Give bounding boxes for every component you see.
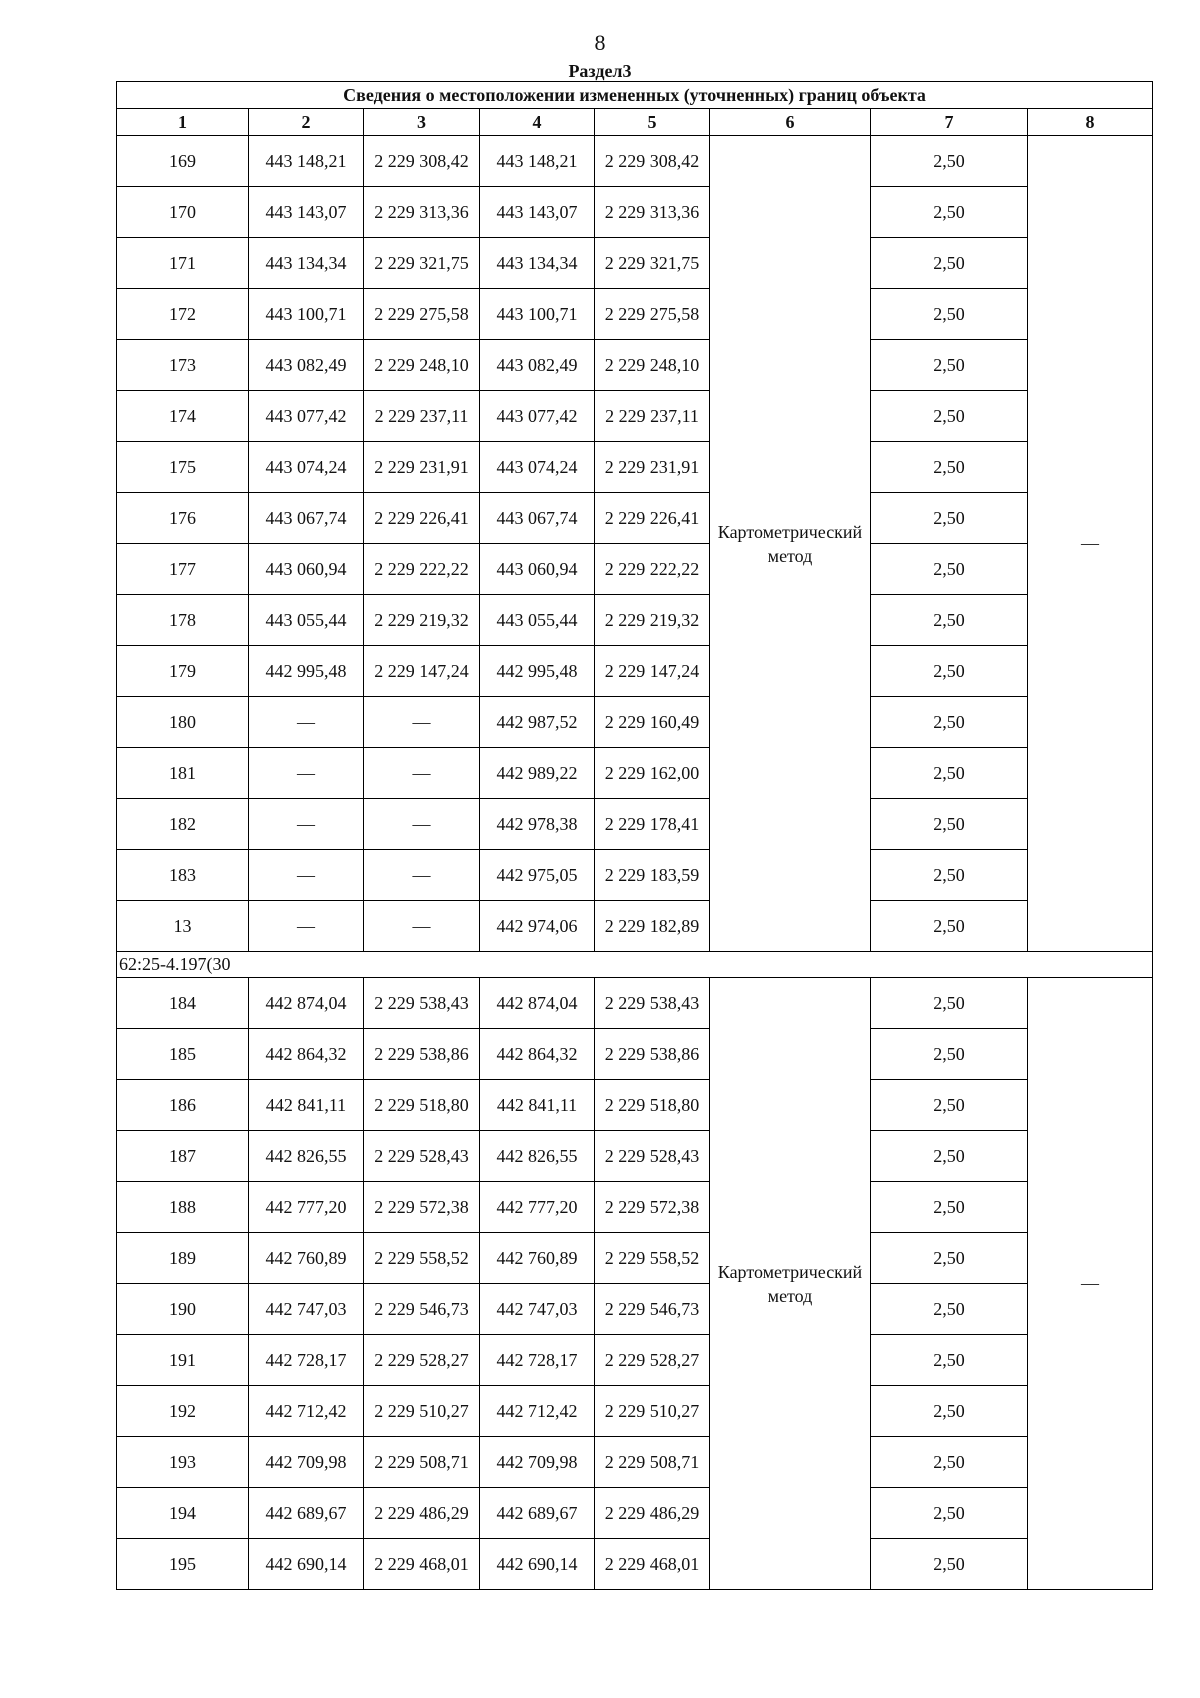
new-y-cell: 2 229 546,73 [595,1284,710,1335]
old-x-cell: — [249,799,364,850]
new-y-cell: 2 229 313,36 [595,187,710,238]
old-y-cell: 2 229 528,27 [364,1335,480,1386]
column-8-cell: — [1028,136,1153,952]
old-x-cell: 442 864,32 [249,1029,364,1080]
old-y-cell: 2 229 558,52 [364,1233,480,1284]
table-row [117,187,1153,238]
new-x-cell: 442 760,89 [480,1233,595,1284]
table-row [117,646,1153,697]
old-x-cell: 443 148,21 [249,136,364,187]
new-x-cell: 442 995,48 [480,646,595,697]
column-header: 3 [364,109,480,136]
old-y-cell: 2 229 237,11 [364,391,480,442]
new-x-cell: 442 841,11 [480,1080,595,1131]
old-y-cell: 2 229 538,86 [364,1029,480,1080]
old-x-cell: 442 826,55 [249,1131,364,1182]
new-y-cell: 2 229 147,24 [595,646,710,697]
table-row [117,1080,1153,1131]
new-y-cell: 2 229 528,27 [595,1335,710,1386]
column-header: 1 [117,109,249,136]
column-header: 8 [1028,109,1153,136]
point-number-cell: 189 [117,1233,249,1284]
old-y-cell: 2 229 468,01 [364,1539,480,1590]
point-number-cell: 13 [117,901,249,952]
table-row [117,1386,1153,1437]
new-x-cell: 442 974,06 [480,901,595,952]
accuracy-cell: 2,50 [871,391,1028,442]
point-number-cell: 192 [117,1386,249,1437]
old-x-cell: 443 074,24 [249,442,364,493]
new-y-cell: 2 229 321,75 [595,238,710,289]
new-y-cell: 2 229 237,11 [595,391,710,442]
point-number-cell: 179 [117,646,249,697]
section-title: Раздел3 [568,61,632,81]
new-x-cell: 442 689,67 [480,1488,595,1539]
old-y-cell: 2 229 572,38 [364,1182,480,1233]
column-8-cell: — [1028,978,1153,1590]
accuracy-cell: 2,50 [871,595,1028,646]
accuracy-cell: 2,50 [871,1437,1028,1488]
accuracy-cell: 2,50 [871,1284,1028,1335]
column-header: 6 [710,109,871,136]
old-x-cell: — [249,901,364,952]
new-y-cell: 2 229 486,29 [595,1488,710,1539]
new-y-cell: 2 229 183,59 [595,850,710,901]
table-row [117,1182,1153,1233]
point-number-cell: 170 [117,187,249,238]
table-row [117,799,1153,850]
point-number-cell: 183 [117,850,249,901]
new-x-cell: 443 055,44 [480,595,595,646]
new-y-cell: 2 229 572,38 [595,1182,710,1233]
point-number-cell: 181 [117,748,249,799]
old-x-cell: 442 747,03 [249,1284,364,1335]
group-label: 62:25-4.197(30 [117,952,1153,978]
old-y-cell: — [364,697,480,748]
accuracy-cell: 2,50 [871,1539,1028,1590]
accuracy-cell: 2,50 [871,1233,1028,1284]
table-row [117,391,1153,442]
old-x-cell: — [249,697,364,748]
new-y-cell: 2 229 160,49 [595,697,710,748]
table-row [117,1539,1153,1590]
old-x-cell: 442 874,04 [249,978,364,1029]
column-header: 5 [595,109,710,136]
new-y-cell: 2 229 538,86 [595,1029,710,1080]
old-y-cell: 2 229 546,73 [364,1284,480,1335]
accuracy-cell: 2,50 [871,442,1028,493]
table-row [117,544,1153,595]
old-y-cell: 2 229 222,22 [364,544,480,595]
column-header: 7 [871,109,1028,136]
new-y-cell: 2 229 510,27 [595,1386,710,1437]
old-x-cell: 442 841,11 [249,1080,364,1131]
old-y-cell: 2 229 486,29 [364,1488,480,1539]
table-caption-row [117,82,1153,109]
new-y-cell: 2 229 226,41 [595,493,710,544]
point-number-cell: 169 [117,136,249,187]
new-y-cell: 2 229 182,89 [595,901,710,952]
point-number-cell: 184 [117,978,249,1029]
new-y-cell: 2 229 558,52 [595,1233,710,1284]
point-number-cell: 172 [117,289,249,340]
table-row [117,136,1153,187]
new-x-cell: 443 148,21 [480,136,595,187]
old-y-cell: 2 229 528,43 [364,1131,480,1182]
method-cell: Картометрический метод [710,136,871,952]
new-y-cell: 2 229 308,42 [595,136,710,187]
point-number-cell: 190 [117,1284,249,1335]
old-x-cell: — [249,850,364,901]
old-y-cell: 2 229 308,42 [364,136,480,187]
new-x-cell: 443 077,42 [480,391,595,442]
point-number-cell: 191 [117,1335,249,1386]
old-y-cell: 2 229 538,43 [364,978,480,1029]
table-body [117,136,1153,1590]
old-x-cell: 442 995,48 [249,646,364,697]
new-x-cell: 442 989,22 [480,748,595,799]
new-y-cell: 2 229 219,32 [595,595,710,646]
old-y-cell: 2 229 275,58 [364,289,480,340]
accuracy-cell: 2,50 [871,1131,1028,1182]
column-header-row [117,109,1153,136]
table-row [117,978,1153,1029]
point-number-cell: 186 [117,1080,249,1131]
table-row [117,442,1153,493]
new-y-cell: 2 229 518,80 [595,1080,710,1131]
table-row [117,595,1153,646]
new-x-cell: 442 777,20 [480,1182,595,1233]
point-number-cell: 182 [117,799,249,850]
old-y-cell: — [364,901,480,952]
old-x-cell: 443 082,49 [249,340,364,391]
old-x-cell: — [249,748,364,799]
new-x-cell: 442 975,05 [480,850,595,901]
table-row [117,340,1153,391]
accuracy-cell: 2,50 [871,1182,1028,1233]
accuracy-cell: 2,50 [871,646,1028,697]
old-x-cell: 443 134,34 [249,238,364,289]
new-y-cell: 2 229 275,58 [595,289,710,340]
old-x-cell: 442 690,14 [249,1539,364,1590]
accuracy-cell: 2,50 [871,1335,1028,1386]
accuracy-cell: 2,50 [871,238,1028,289]
old-x-cell: 442 728,17 [249,1335,364,1386]
old-y-cell: 2 229 510,27 [364,1386,480,1437]
accuracy-cell: 2,50 [871,289,1028,340]
old-x-cell: 443 060,94 [249,544,364,595]
accuracy-cell: 2,50 [871,901,1028,952]
old-y-cell: 2 229 231,91 [364,442,480,493]
accuracy-cell: 2,50 [871,1029,1028,1080]
table-row [117,493,1153,544]
column-header: 4 [480,109,595,136]
old-y-cell: 2 229 226,41 [364,493,480,544]
new-x-cell: 442 874,04 [480,978,595,1029]
point-number-cell: 187 [117,1131,249,1182]
table-row [117,238,1153,289]
point-number-cell: 178 [117,595,249,646]
old-x-cell: 442 777,20 [249,1182,364,1233]
accuracy-cell: 2,50 [871,1386,1028,1437]
new-x-cell: 443 143,07 [480,187,595,238]
new-y-cell: 2 229 222,22 [595,544,710,595]
old-y-cell: 2 229 248,10 [364,340,480,391]
accuracy-cell: 2,50 [871,493,1028,544]
new-x-cell: 443 082,49 [480,340,595,391]
table-row [117,850,1153,901]
new-x-cell: 442 978,38 [480,799,595,850]
old-x-cell: 442 689,67 [249,1488,364,1539]
group-label-row [117,952,1153,978]
new-x-cell: 442 690,14 [480,1539,595,1590]
point-number-cell: 193 [117,1437,249,1488]
new-y-cell: 2 229 538,43 [595,978,710,1029]
new-x-cell: 442 864,32 [480,1029,595,1080]
point-number-cell: 177 [117,544,249,595]
accuracy-cell: 2,50 [871,978,1028,1029]
new-y-cell: 2 229 508,71 [595,1437,710,1488]
point-number-cell: 176 [117,493,249,544]
new-y-cell: 2 229 468,01 [595,1539,710,1590]
point-number-cell: 188 [117,1182,249,1233]
boundary-table [116,81,1153,1590]
table-row [117,748,1153,799]
accuracy-cell: 2,50 [871,850,1028,901]
table-row [117,289,1153,340]
new-x-cell: 443 134,34 [480,238,595,289]
point-number-cell: 195 [117,1539,249,1590]
old-y-cell: 2 229 147,24 [364,646,480,697]
old-x-cell: 443 143,07 [249,187,364,238]
accuracy-cell: 2,50 [871,799,1028,850]
accuracy-cell: 2,50 [871,748,1028,799]
accuracy-cell: 2,50 [871,187,1028,238]
table-row [117,1284,1153,1335]
old-y-cell: 2 229 219,32 [364,595,480,646]
old-y-cell: 2 229 321,75 [364,238,480,289]
old-x-cell: 443 067,74 [249,493,364,544]
old-x-cell: 442 712,42 [249,1386,364,1437]
new-x-cell: 443 060,94 [480,544,595,595]
point-number-cell: 185 [117,1029,249,1080]
old-x-cell: 443 055,44 [249,595,364,646]
accuracy-cell: 2,50 [871,1488,1028,1539]
point-number-cell: 180 [117,697,249,748]
accuracy-cell: 2,50 [871,136,1028,187]
page-number: 8 [594,30,606,55]
old-y-cell: 2 229 518,80 [364,1080,480,1131]
new-x-cell: 442 747,03 [480,1284,595,1335]
new-x-cell: 442 712,42 [480,1386,595,1437]
old-y-cell: — [364,799,480,850]
table-caption: Сведения о местоположении измененных (уточненных) границ объекта [117,82,1153,109]
accuracy-cell: 2,50 [871,1080,1028,1131]
table-row [117,1131,1153,1182]
accuracy-cell: 2,50 [871,340,1028,391]
old-y-cell: 2 229 313,36 [364,187,480,238]
old-y-cell: — [364,850,480,901]
old-x-cell: 442 760,89 [249,1233,364,1284]
table-row [117,1029,1153,1080]
new-y-cell: 2 229 178,41 [595,799,710,850]
column-header: 2 [249,109,364,136]
point-number-cell: 174 [117,391,249,442]
method-cell: Картометрический метод [710,978,871,1590]
new-y-cell: 2 229 231,91 [595,442,710,493]
old-x-cell: 443 100,71 [249,289,364,340]
old-x-cell: 443 077,42 [249,391,364,442]
point-number-cell: 194 [117,1488,249,1539]
old-y-cell: — [364,748,480,799]
old-x-cell: 442 709,98 [249,1437,364,1488]
accuracy-cell: 2,50 [871,697,1028,748]
point-number-cell: 175 [117,442,249,493]
new-y-cell: 2 229 162,00 [595,748,710,799]
new-y-cell: 2 229 528,43 [595,1131,710,1182]
table-row [117,697,1153,748]
new-x-cell: 442 709,98 [480,1437,595,1488]
new-x-cell: 443 074,24 [480,442,595,493]
new-y-cell: 2 229 248,10 [595,340,710,391]
new-x-cell: 442 728,17 [480,1335,595,1386]
old-y-cell: 2 229 508,71 [364,1437,480,1488]
table-row [117,1437,1153,1488]
table-row [117,1233,1153,1284]
accuracy-cell: 2,50 [871,544,1028,595]
new-x-cell: 443 067,74 [480,493,595,544]
table-row [117,1488,1153,1539]
point-number-cell: 171 [117,238,249,289]
new-x-cell: 442 826,55 [480,1131,595,1182]
table-row [117,1335,1153,1386]
new-x-cell: 443 100,71 [480,289,595,340]
table-row [117,901,1153,952]
point-number-cell: 173 [117,340,249,391]
new-x-cell: 442 987,52 [480,697,595,748]
